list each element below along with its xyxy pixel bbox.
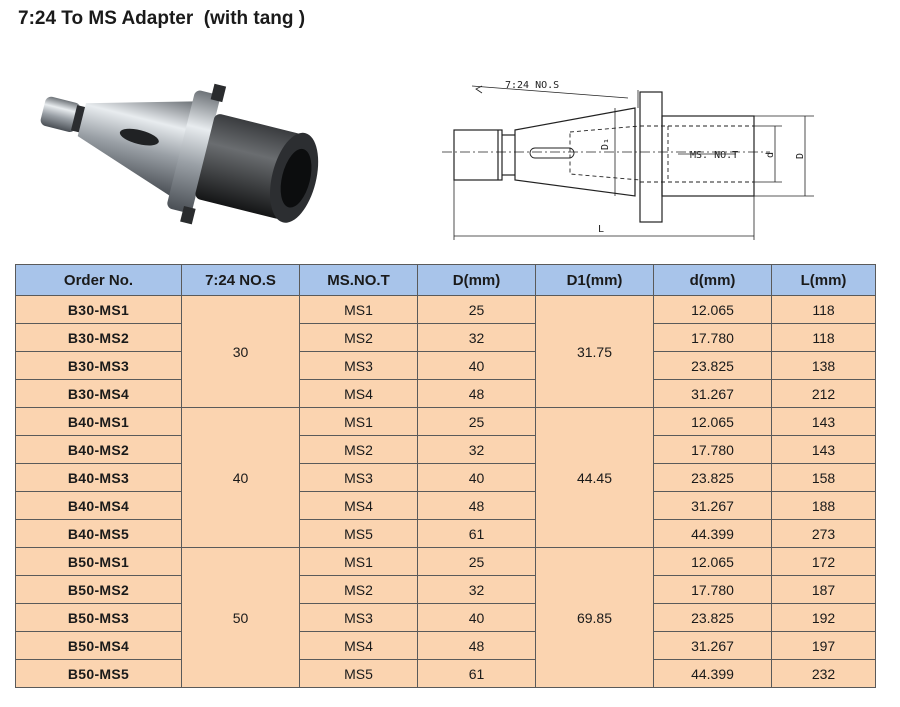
ms-cell: MS4: [300, 380, 418, 408]
table-row: [16, 604, 876, 632]
L-cell: 138: [772, 352, 876, 380]
order-no-cell: B30-MS1: [16, 296, 182, 324]
ms-cell: MS3: [300, 352, 418, 380]
adapter-photo: [18, 48, 348, 253]
L-cell: 172: [772, 548, 876, 576]
small-d-cell: 23.825: [654, 604, 772, 632]
D1-cell: 69.85: [536, 548, 654, 688]
D-cell: 48: [418, 632, 536, 660]
L-cell: 187: [772, 576, 876, 604]
length-label: L: [598, 224, 605, 235]
order-no-cell: B40-MS2: [16, 436, 182, 464]
small-d-cell: 17.780: [654, 436, 772, 464]
L-cell: 118: [772, 296, 876, 324]
order-no-cell: B30-MS4: [16, 380, 182, 408]
page-title: 7:24 To MS Adapter (with tang ): [18, 8, 306, 29]
L-cell: 118: [772, 324, 876, 352]
D-cell: 25: [418, 548, 536, 576]
table-row: [16, 576, 876, 604]
header-small-d: d(mm): [654, 265, 772, 296]
order-no-cell: B50-MS3: [16, 604, 182, 632]
small-d-cell: 12.065: [654, 296, 772, 324]
L-cell: 188: [772, 492, 876, 520]
dimension-drawing: [440, 62, 830, 247]
small-d-cell: 31.267: [654, 380, 772, 408]
D-cell: 32: [418, 324, 536, 352]
taper-label: 7:24 NO.S: [505, 80, 560, 91]
table-row: [16, 380, 876, 408]
D-cell: 48: [418, 492, 536, 520]
D-cell: 40: [418, 464, 536, 492]
D-cell: 48: [418, 380, 536, 408]
ms-cell: MS1: [300, 408, 418, 436]
order-no-cell: B50-MS1: [16, 548, 182, 576]
order-no-cell: B40-MS5: [16, 520, 182, 548]
table-row: [16, 296, 876, 324]
table-header-row: [16, 265, 876, 296]
D-cell: 32: [418, 436, 536, 464]
D1-cell: 31.75: [536, 296, 654, 408]
table-row: [16, 632, 876, 660]
taper-nos-cell: 30: [182, 296, 300, 408]
table-row: [16, 408, 876, 436]
small-d-cell: 12.065: [654, 408, 772, 436]
ms-cell: MS2: [300, 436, 418, 464]
D-cell: 32: [418, 576, 536, 604]
small-d-label: d: [765, 151, 776, 158]
small-d-cell: 44.399: [654, 520, 772, 548]
order-no-cell: B30-MS2: [16, 324, 182, 352]
table-row: [16, 548, 876, 576]
L-cell: 158: [772, 464, 876, 492]
header-D1: D1(mm): [536, 265, 654, 296]
header-ms-no: MS.NO.T: [300, 265, 418, 296]
table-row: [16, 324, 876, 352]
order-no-cell: B40-MS1: [16, 408, 182, 436]
ms-label: MS. NO.T: [690, 150, 739, 161]
order-no-cell: B40-MS4: [16, 492, 182, 520]
small-d-cell: 17.780: [654, 576, 772, 604]
D-cell: 25: [418, 408, 536, 436]
L-cell: 197: [772, 632, 876, 660]
ms-cell: MS2: [300, 324, 418, 352]
small-d-cell: 23.825: [654, 352, 772, 380]
table-row: [16, 464, 876, 492]
spec-table: [15, 264, 876, 688]
small-d-cell: 31.267: [654, 632, 772, 660]
ms-cell: MS1: [300, 548, 418, 576]
D-cell: 40: [418, 352, 536, 380]
L-cell: 143: [772, 436, 876, 464]
small-d-cell: 44.399: [654, 660, 772, 688]
D-cell: 61: [418, 520, 536, 548]
ms-cell: MS5: [300, 520, 418, 548]
small-d-cell: 12.065: [654, 548, 772, 576]
table-row: [16, 660, 876, 688]
order-no-cell: B40-MS3: [16, 464, 182, 492]
ms-cell: MS2: [300, 576, 418, 604]
L-cell: 232: [772, 660, 876, 688]
table-row: [16, 436, 876, 464]
ms-cell: MS3: [300, 604, 418, 632]
table-row: [16, 520, 876, 548]
header-order-no: Order No.: [16, 265, 182, 296]
D-cell: 40: [418, 604, 536, 632]
D-cell: 25: [418, 296, 536, 324]
table-row: [16, 352, 876, 380]
ms-cell: MS4: [300, 632, 418, 660]
header-D: D(mm): [418, 265, 536, 296]
order-no-cell: B50-MS5: [16, 660, 182, 688]
ms-cell: MS1: [300, 296, 418, 324]
D1-cell: 44.45: [536, 408, 654, 548]
L-cell: 212: [772, 380, 876, 408]
L-cell: 192: [772, 604, 876, 632]
L-cell: 273: [772, 520, 876, 548]
d1-label: D₁: [600, 137, 611, 150]
order-no-cell: B50-MS2: [16, 576, 182, 604]
small-d-cell: 31.267: [654, 492, 772, 520]
table-row: [16, 492, 876, 520]
order-no-cell: B30-MS3: [16, 352, 182, 380]
ms-cell: MS3: [300, 464, 418, 492]
small-d-cell: 23.825: [654, 464, 772, 492]
taper-nos-cell: 40: [182, 408, 300, 548]
big-d-label: D: [795, 152, 806, 159]
ms-cell: MS5: [300, 660, 418, 688]
header-L: L(mm): [772, 265, 876, 296]
D-cell: 61: [418, 660, 536, 688]
order-no-cell: B50-MS4: [16, 632, 182, 660]
header-taper-nos: 7:24 NO.S: [182, 265, 300, 296]
small-d-cell: 17.780: [654, 324, 772, 352]
ms-cell: MS4: [300, 492, 418, 520]
taper-nos-cell: 50: [182, 548, 300, 688]
L-cell: 143: [772, 408, 876, 436]
